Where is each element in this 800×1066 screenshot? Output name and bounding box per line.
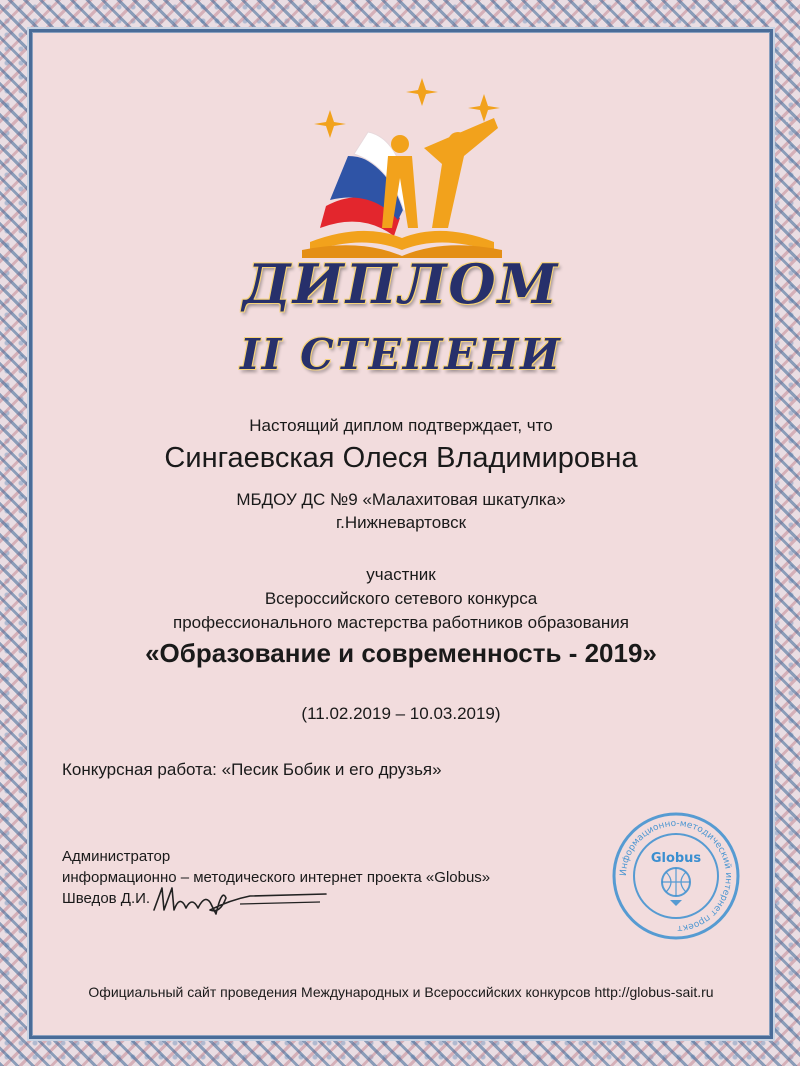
competition-work: Конкурсная работа: «Песик Бобик и его друзья»: [62, 760, 442, 779]
stamp-ring-text: Информационно-методический интернет проект: [618, 818, 734, 934]
contest-name: «Образование и современность - 2019»: [145, 638, 657, 668]
globus-stamp-icon: [610, 810, 742, 942]
contest-description-line1: Всероссийского сетевого конкурса: [264, 589, 538, 608]
signature-icon: [150, 880, 330, 922]
admin-project: информационно – методического интернет проекта «Globus»: [62, 869, 491, 886]
admin-name: Шведов Д.И.: [62, 890, 151, 907]
organization: МБДОУ ДС №9 «Малахитовая шкатулка»: [236, 490, 566, 509]
contest-description-line2: профессионального мастерства работников образования: [172, 613, 629, 632]
stamp-center-text: Globus: [650, 851, 702, 866]
contest-dates: (11.02.2019 – 10.03.2019): [301, 704, 501, 723]
diploma-title: ДИПЛОМ: [242, 252, 560, 316]
diploma-content: [32, 32, 770, 1036]
admin-title: Администратор: [62, 848, 171, 865]
diploma-degree: II СТЕПЕНИ: [240, 330, 562, 379]
city: г.Нижневартовск: [335, 513, 467, 532]
footer-website: Официальный сайт проведения Международных и Всероссийских конкурсов http://globus-sait.ru: [88, 984, 714, 1000]
confirm-text: Настоящий диплом подтверждает, что: [249, 416, 553, 435]
recipient-name: Сингаевская Олеся Владимировна: [164, 442, 638, 474]
participant-role: участник: [366, 565, 436, 584]
book-people-logo-icon: [272, 52, 532, 262]
